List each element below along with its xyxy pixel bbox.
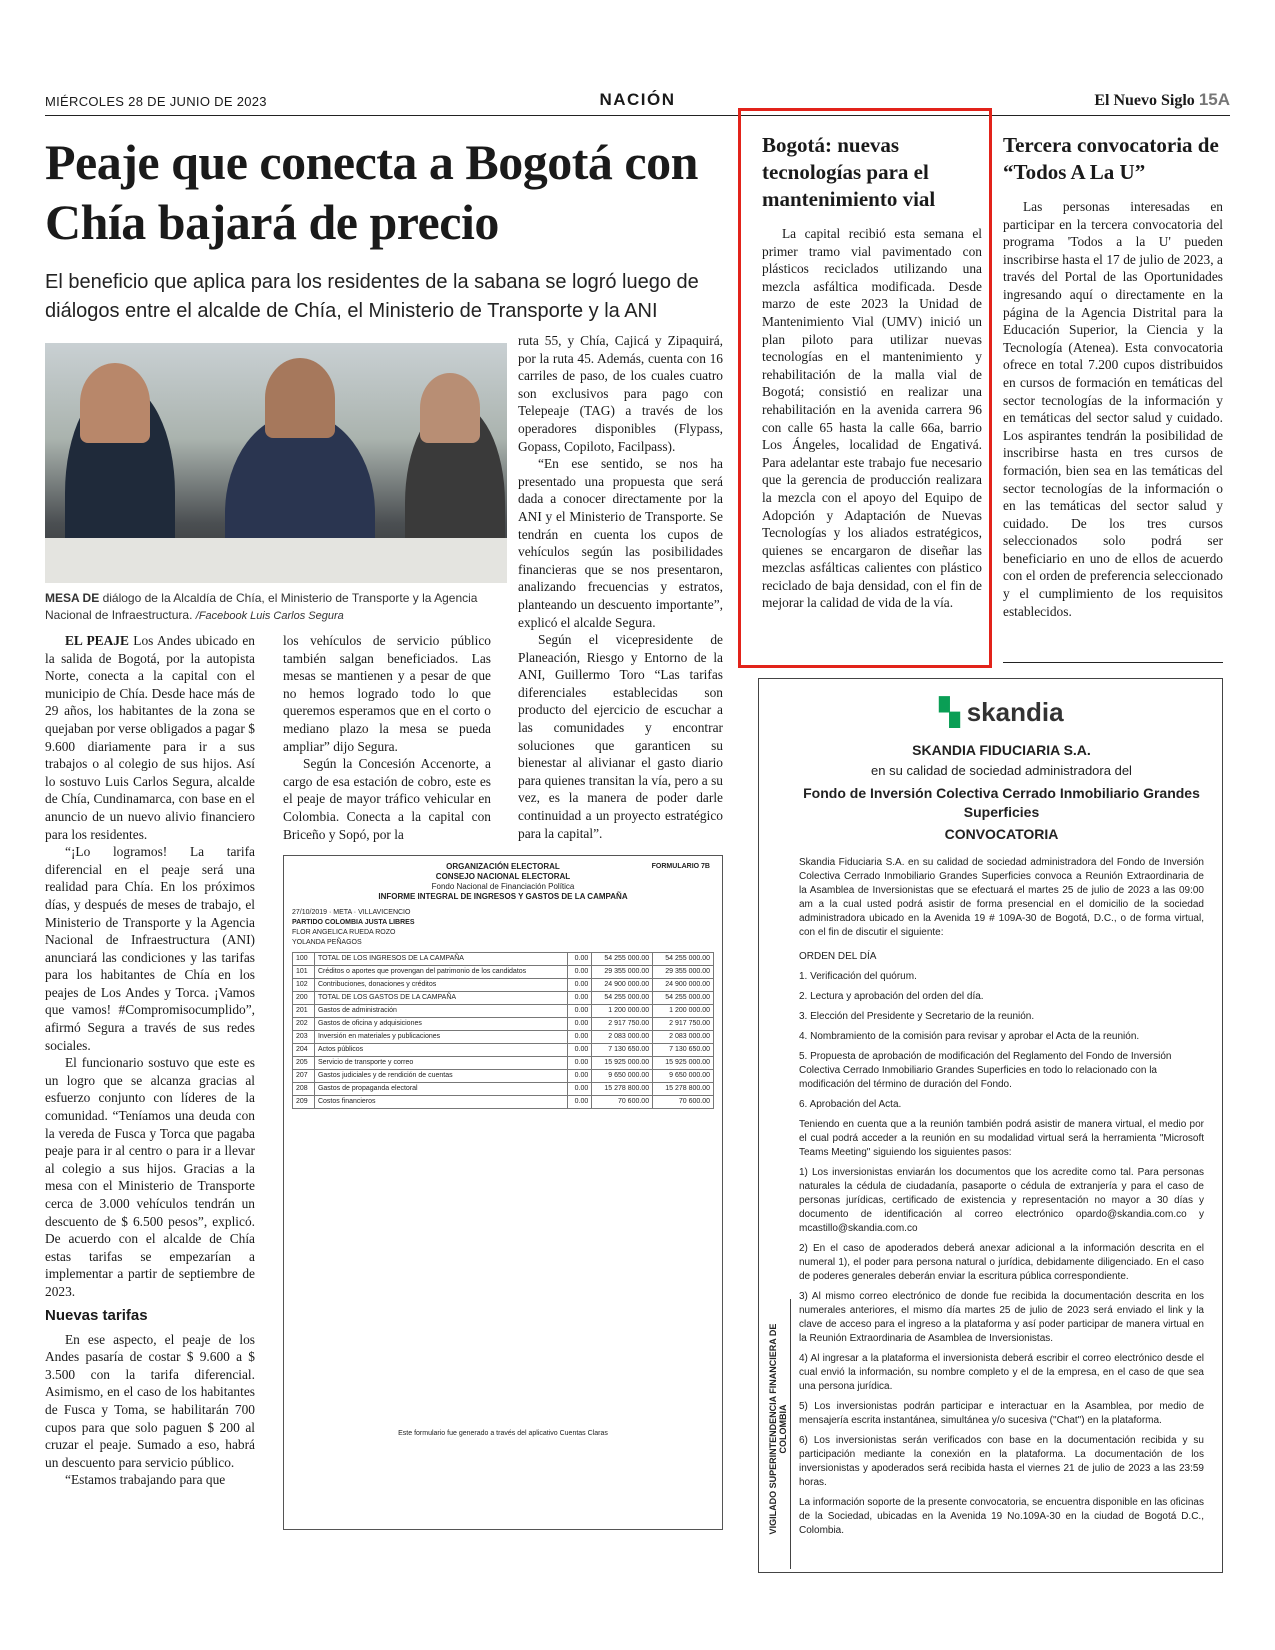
table-cell: 15 925 000.00 bbox=[592, 1057, 653, 1070]
form-auditor: YOLANDA PEÑAGOS bbox=[292, 939, 362, 946]
table-cell: 101 bbox=[293, 966, 315, 979]
table-cell: 0.00 bbox=[568, 1070, 592, 1083]
table-cell: Gastos de oficina y adquisiciones bbox=[314, 1018, 567, 1031]
photo-credit: /Facebook Luis Carlos Segura bbox=[195, 610, 344, 622]
paragraph: ruta 55, y Chía, Cajicá y Zipaquirá, por la ruta 45. Además, cuenta con 16 carriles de paso, de los cuales cuatro son exclusivos para pago con Telepeaje (TAG) a través de los operadores disponibles (Flypass, Gopass, Copiloto, Facilpass). bbox=[518, 333, 723, 454]
form-field: 27/10/2019 · META · VILLAVICENCIO bbox=[292, 909, 411, 916]
table-cell: Servicio de transporte y correo bbox=[314, 1057, 567, 1070]
meeting-photo bbox=[45, 343, 507, 583]
table-cell: 54 255 000.00 bbox=[592, 992, 653, 1005]
agenda-list bbox=[799, 970, 1204, 1112]
table-cell: 0.00 bbox=[568, 979, 592, 992]
form-value: 27/10/2019 bbox=[292, 909, 328, 916]
table-cell: Créditos o aportes que provengan del patrimonio de los candidatos bbox=[314, 966, 567, 979]
paragraph: Según la Concesión Accenorte, a cargo de esa estación de cobro, este es el peaje de mayor tráfico vehicular en Colombia. Conecta a la capital con Briceño y Sopó, por la bbox=[283, 756, 491, 842]
ad-role: en su calidad de sociedad administradora del bbox=[871, 763, 1132, 778]
table-cell: 9 650 000.00 bbox=[592, 1070, 653, 1083]
table-cell: 205 bbox=[293, 1057, 315, 1070]
table-cell: 15 925 000.00 bbox=[653, 1057, 714, 1070]
table-row bbox=[293, 1096, 714, 1109]
lead-in: EL PEAJE bbox=[65, 633, 129, 648]
table-cell: 70 600.00 bbox=[592, 1096, 653, 1109]
step-item: 4) Al ingresar a la plataforma el inversionista deberá escribir el correo electrónico desde el cual envió la información, su nombre completo y el de la empresa, en el caso de que sea una persona jurídica. bbox=[799, 1353, 1204, 1392]
table-cell: 209 bbox=[293, 1096, 315, 1109]
step-item: 6) Los inversionistas serán verificados con base en la documentación recibida y su participación mediante la conexión en la plataforma. La documentación de los inversionistas y apoderados será recibida hasta el viernes 21 de julio de 2023 a las 23:59 horas. bbox=[799, 1435, 1204, 1488]
table-cell: Costos financieros bbox=[314, 1096, 567, 1109]
steps-list bbox=[799, 1166, 1204, 1490]
table-row bbox=[293, 1044, 714, 1057]
table-cell: Gastos judiciales y de rendición de cuentas bbox=[314, 1070, 567, 1083]
paragraph bbox=[45, 632, 255, 843]
agenda-item: 4. Nombramiento de la comisión para revisar y aprobar el Acta de la reunión. bbox=[799, 1031, 1140, 1042]
table-cell: 102 bbox=[293, 979, 315, 992]
table-cell: 0.00 bbox=[568, 1018, 592, 1031]
paragraph: Las personas interesadas en participar en la tercera convocatoria del programa 'Todos a la U' pueden inscribirse hasta el 17 de julio de 2023, a través del Portal de las Oportunidades ingresando aquí o directamente en la página de la Agencia Distrital para la Educación Superior, la Ciencia y la Tecnología (Atenea). Esta convocatoria ofrece en total 7.200 cupos distribuidos en cursos de formación en temáticas del sector tecnologías de la información y en temáticas del sector salud y cuidado. Los aspirantes tendrán la posibilidad de inscribirse hasta en tres cursos de formación, bien sea en las temáticas del sector tecnologías de la información o en las temáticas del sector salud y cuidado. De los tres cursos seleccionados solo podrá ser beneficiario en uno de ellos de acuerdo con el orden de preferencia seleccionado y el cumplimiento de los requisitos establecidos. bbox=[1003, 199, 1223, 619]
photo-caption bbox=[45, 590, 507, 625]
ad-title: CONVOCATORIA bbox=[944, 826, 1059, 842]
brand-logo bbox=[799, 697, 1204, 728]
table-cell: 7 130 650.00 bbox=[653, 1044, 714, 1057]
caption-lead: MESA DE bbox=[45, 591, 100, 605]
table-cell: 29 355 000.00 bbox=[592, 966, 653, 979]
table-cell: 70 600.00 bbox=[653, 1096, 714, 1109]
table-cell: 54 255 000.00 bbox=[592, 953, 653, 966]
vigilado-seal bbox=[763, 1299, 791, 1569]
table-cell: 15 278 800.00 bbox=[592, 1083, 653, 1096]
sidebar-title: Tercera convocatoria de “Todos A La U” bbox=[1003, 133, 1219, 184]
publication-name bbox=[1094, 90, 1230, 110]
table-cell: 24 900 000.00 bbox=[592, 979, 653, 992]
sidebar-article-2 bbox=[1003, 132, 1223, 620]
article-column-3 bbox=[518, 332, 723, 842]
sidebar-article-1 bbox=[762, 132, 982, 612]
table-row bbox=[293, 1018, 714, 1031]
table-cell: 0.00 bbox=[568, 992, 592, 1005]
table-cell: 2 917 750.00 bbox=[592, 1018, 653, 1031]
sidebar-body bbox=[1003, 198, 1223, 620]
table-cell: Gastos de propaganda electoral bbox=[314, 1083, 567, 1096]
subheading: Nuevas tarifas bbox=[45, 1306, 148, 1324]
table-row bbox=[293, 1031, 714, 1044]
paragraph: La capital recibió esta semana el primer tramo vial pavimentado con plásticos reciclados utilizando una mezcla asfáltica modificada. Desde marzo de este 2023 la Unidad de Mantenimiento Vial (UMV) inició un plan piloto para utilizar nuevas tecnologías en el mantenimiento y rehabilitación de la malla vial de Bogotá; consistió en realizar una rehabilitación en la avenida carrera 96 con calle 65 hasta la calle 66a, barrio Los Ángeles, localidad de Engativá. Para adelantar este trabajo fue necesario que la gerencia de producción realizara la mezcla con el apoyo del Equipo de Adopción y Adaptación de Nuevas Tecnologías y los aliados estratégicos, quienes se encargaron de diseñar las mezclas asfálticas calientes con plástico reciclado de baja densidad, con el fin de mejorar la calidad de vida de la vía. bbox=[762, 226, 982, 611]
table-cell: TOTAL DE LOS GASTOS DE LA CAMPAÑA bbox=[314, 992, 567, 1005]
electoral-form bbox=[283, 855, 723, 1530]
form-footer: Este formulario fue generado a través del aplicativo Cuentas Claras bbox=[398, 1430, 608, 1437]
table-cell: 202 bbox=[293, 1018, 315, 1031]
table-cell: 15 278 800.00 bbox=[653, 1083, 714, 1096]
section-name: NACIÓN bbox=[599, 90, 676, 109]
form-fondo: Fondo Nacional de Financiación Política bbox=[431, 882, 575, 891]
person-head bbox=[80, 363, 150, 443]
table-cell: 7 130 650.00 bbox=[592, 1044, 653, 1057]
masthead: El Nuevo Siglo bbox=[1094, 92, 1195, 109]
form-rep: FLOR ANGELICA RUEDA ROZO bbox=[292, 929, 396, 936]
table-cell: TOTAL DE LOS INGRESOS DE LA CAMPAÑA bbox=[314, 953, 567, 966]
caption-text: diálogo de la Alcaldía de Chía, el Ministerio de Transporte y la Agencia Nacional de Infraestructura. bbox=[45, 591, 478, 622]
brand-name: skandia bbox=[966, 697, 1064, 727]
person-head bbox=[420, 373, 480, 443]
issue-date: MIÉRCOLES 28 DE JUNIO DE 2023 bbox=[45, 94, 267, 109]
form-org: ORGANIZACIÓN ELECTORAL bbox=[446, 862, 560, 871]
step-item: 1) Los inversionistas enviarán los documentos que los acredite como tal. Para personas naturales la cédula de ciudadanía, pasaporte o cédula de extranjería y para el caso de personas jurídicas, certificado de existencia y representación no mayor a 30 días y documento de identificación al correo electrónico opardo@skandia.com.co y mcastillo@skandia.com.co bbox=[799, 1167, 1204, 1234]
ad-intro: Skandia Fiduciaria S.A. en su calidad de sociedad administradora del Fondo de Inversión Colectiva Cerrado Inmobiliario Grandes Superficies convoca a Reunión Extraordinaria de la Asamblea de Inversionistas que se efectuará el martes 25 de julio de 2023 a las 09:00 am a la cual usted podrá asistir de forma presencial en el domicilio de la sociedad administradora ubicado en la Avenida 19 # 109A-30 de Bogotá, D.C., o de forma virtual, con el fin de discutir el siguiente: bbox=[799, 857, 1204, 938]
form-party: PARTIDO COLOMBIA JUSTA LIBRES bbox=[292, 919, 415, 926]
person-head bbox=[265, 358, 335, 438]
paragraph: “Estamos trabajando para que bbox=[65, 1472, 226, 1488]
paragraph: El funcionario sostuvo que este es un logro que se alcanza gracias al esfuerzo conjunto con líderes de la comunidad. “Teníamos una deuda con la vereda de Fusca y Torca que pagaba peaje para ir al centro o para ir a llevar al colegio a sus hijos. Gracias a la mesa con el Ministerio de Transporte cerca de 3.000 vehículos tendrán un descuento de $ 6.500 pesos”, explicó. De acuerdo con el alcalde de Chía estas tarifas se empezarían a implementar a partir de septiembre de 2023. bbox=[45, 1055, 255, 1299]
form-code: FORMULARIO 7B bbox=[651, 863, 710, 870]
agenda-item: 5. Propuesta de aprobación de modificación del Reglamento del Fondo de Inversión Colectiva Cerrado Inmobiliario Grandes Superficies en todo lo relacionado con la modificación del término de duración del Fondo. bbox=[799, 1051, 1172, 1090]
paragraph: Según el vicepresidente de Planeación, Riesgo y Entorno de la ANI, Guillermo Toro “Las tarifas diferenciales establecidas son producto del ejercicio de escuchar a las comunidades y encontrar soluciones que garanticen su bienestar al alivianar el gasto diario para quienes transitan la vía, pero a su vez, es la manera de poder darle continuidad a un proyecto estratégico para la capital”. bbox=[518, 632, 723, 841]
table-cell: Contribuciones, donaciones y créditos bbox=[314, 979, 567, 992]
article-column-2 bbox=[283, 632, 491, 843]
table-row bbox=[293, 966, 714, 979]
paragraph-text: Los Andes ubicado en la salida de Bogotá, por la autopista Norte, conecta a la capital con el municipio de Chía. Desde hace más de 29 años, los habitantes de la zona se quejaban por verse obligados a pagar $ 9.600 diariamente para ir a sus trabajos o al colegio de sus hijos. Así lo sostuvo Luis Carlos Segura, alcalde de Chía, Cundinamarca, con base en el anuncio de un nuevo alivio financiero para los residentes. bbox=[45, 633, 255, 842]
ad-company: SKANDIA FIDUCIARIA S.A. bbox=[912, 742, 1091, 758]
table-cell: Inversión en materiales y publicaciones bbox=[314, 1031, 567, 1044]
paragraph: “¡Lo logramos! La tarifa diferencial en el peaje será una realidad para Chía. En los próximos días, y después de meses de trabajo, el Ministerio de Transporte y la Agencia Nacional de Infraestructura (ANI) anunciará las condiciones y las tarifas para los habitantes de Chía en los peajes de Los Andes y Torca. ¡Vamos que vamos! #Compromisocumplido”, afirmó Segura a través de sus redes sociales. bbox=[45, 844, 255, 1053]
article-column-1 bbox=[45, 632, 255, 1489]
form-value: META bbox=[333, 909, 352, 916]
agenda-item: 3. Elección del Presidente y Secretario de la reunión. bbox=[799, 1011, 1035, 1022]
table-row bbox=[293, 1083, 714, 1096]
table-cell: 0.00 bbox=[568, 1031, 592, 1044]
table bbox=[45, 538, 507, 583]
table-row bbox=[293, 992, 714, 1005]
table-cell: 0.00 bbox=[568, 966, 592, 979]
table-cell: 29 355 000.00 bbox=[653, 966, 714, 979]
paragraph: “En ese sentido, se nos ha presentado una propuesta que será dada a conocer directamente por la ANI y el Ministerio de Transporte. Se tendrán en cuenta los cupos de vehículos según las posibilidades financieras que se nos presentaron, analizando frecuencias y estratos, planteando un descuento importante”, explicó el alcalde Segura. bbox=[518, 456, 723, 630]
agenda-item: 1. Verificación del quórum. bbox=[799, 971, 917, 982]
paragraph: En ese aspecto, el peaje de los Andes pasaría de costar $ 9.600 a $ 3.500 con la tarifa diferencial. Asimismo, en el caso de los habitantes de Fusca y Toma, se habilitarán 700 cupos para que solo paguen $ 200 al cruzar el peaje. Sumado a eso, habrá un descuento para servicio público. bbox=[45, 1331, 255, 1470]
table-cell: 200 bbox=[293, 992, 315, 1005]
table-row bbox=[293, 1005, 714, 1018]
ad-fund: Fondo de Inversión Colectiva Cerrado Inmobiliario Grandes Superficies bbox=[803, 785, 1200, 820]
table-cell: 1 200 000.00 bbox=[592, 1005, 653, 1018]
table-row bbox=[293, 1057, 714, 1070]
table-cell: 207 bbox=[293, 1070, 315, 1083]
divider bbox=[1003, 662, 1223, 663]
agenda-item: 6. Aprobación del Acta. bbox=[799, 1099, 902, 1110]
skandia-icon: ▚ bbox=[939, 697, 960, 727]
table-cell: 0.00 bbox=[568, 1044, 592, 1057]
sidebar-body bbox=[762, 225, 982, 612]
table-cell: 0.00 bbox=[568, 1083, 592, 1096]
step-item: 2) En el caso de apoderados deberá anexar adicional a la información descrita en el numeral 1), el poder para persona natural o jurídica, debidamente diligenciado. En el caso de poderes generales deberán enviar la escritura pública correspondiente. bbox=[799, 1243, 1204, 1282]
table-cell: 54 255 000.00 bbox=[653, 992, 714, 1005]
table-row bbox=[293, 953, 714, 966]
table-cell: Gastos de administración bbox=[314, 1005, 567, 1018]
table-cell: 0.00 bbox=[568, 1005, 592, 1018]
table-cell: 1 200 000.00 bbox=[653, 1005, 714, 1018]
table-cell: 204 bbox=[293, 1044, 315, 1057]
step-item: 3) Al mismo correo electrónico de donde fue recibida la documentación descrita en los numerales anteriores, el mismo día martes 25 de julio de 2023 será enviado el link y la clave de acceso para el ingreso a la plataforma y así poder participar de manera virtual en la Reunión Extraordinaria de Asamblea de Inversionistas. bbox=[799, 1291, 1204, 1344]
skandia-ad bbox=[758, 678, 1223, 1573]
table-cell: 201 bbox=[293, 1005, 315, 1018]
ad-closing: La información soporte de la presente convocatoria, se encuentra disponible en las oficinas de la Sociedad, ubicadas en la Avenida 19 No.109A-30 en la ciudad de Bogotá D.C., Colombia. bbox=[799, 1497, 1204, 1536]
table-cell: 0.00 bbox=[568, 1057, 592, 1070]
form-informe: INFORME INTEGRAL DE INGRESOS Y GASTOS DE LA CAMPAÑA bbox=[378, 892, 628, 901]
table-cell: 203 bbox=[293, 1031, 315, 1044]
sidebar-title: Bogotá: nuevas tecnologías para el mantenimiento vial bbox=[762, 133, 936, 211]
table-cell: 2 917 750.00 bbox=[653, 1018, 714, 1031]
table-row bbox=[293, 1070, 714, 1083]
agenda-title: ORDEN DEL DÍA bbox=[799, 951, 877, 962]
table-cell: 2 083 000.00 bbox=[592, 1031, 653, 1044]
ad-virtual: Teniendo en cuenta que a la reunión también podrá asistir de manera virtual, el medio por el cual podrá acceder a la reunión en su modalidad virtual será la herramienta "Microsoft Teams Meeting" siguiendo los siguientes pasos: bbox=[799, 1119, 1204, 1158]
form-table bbox=[292, 952, 714, 1109]
form-consejo: CONSEJO NACIONAL ELECTORAL bbox=[435, 872, 571, 881]
vigilado-text: VIGILADO SUPERINTENDENCIA FINANCIERA DE COLOMBIA bbox=[768, 1323, 788, 1535]
table-cell: 24 900 000.00 bbox=[653, 979, 714, 992]
table-cell: 100 bbox=[293, 953, 315, 966]
page-number: 15A bbox=[1198, 90, 1230, 109]
step-item: 5) Los inversionistas podrán participar e interactuar en la Asamblea, por medio de mensajería escrita instantánea, simultánea y/o sucesiva ("Chat") en la plataforma. bbox=[799, 1401, 1204, 1426]
page-header bbox=[45, 90, 1230, 116]
form-meta bbox=[292, 908, 714, 948]
table-cell: 0.00 bbox=[568, 1096, 592, 1109]
table-cell: Actos públicos bbox=[314, 1044, 567, 1057]
paragraph: los vehículos de servicio público también salgan beneficiados. Las mesas se mantienen y a pesar de que no hemos logrado todo lo que queremos esperamos que en el corto o mediano plazo la mesa se pueda ampliar” dijo Segura. bbox=[283, 633, 491, 754]
main-deck: El beneficio que aplica para los residentes de la sabana se logró luego de diálogos entre el alcalde de Chía, el Ministerio de Transporte y la ANI bbox=[45, 271, 699, 322]
table-cell: 54 255 000.00 bbox=[653, 953, 714, 966]
table-cell: 9 650 000.00 bbox=[653, 1070, 714, 1083]
table-row bbox=[293, 979, 714, 992]
table-cell: 2 083 000.00 bbox=[653, 1031, 714, 1044]
table-cell: 208 bbox=[293, 1083, 315, 1096]
agenda-item: 2. Lectura y aprobación del orden del día. bbox=[799, 991, 984, 1002]
form-value: VILLAVICENCIO bbox=[358, 909, 411, 916]
table-cell: 0.00 bbox=[568, 953, 592, 966]
main-headline: Peaje que conecta a Bogotá con Chía bajará de precio bbox=[45, 134, 698, 250]
